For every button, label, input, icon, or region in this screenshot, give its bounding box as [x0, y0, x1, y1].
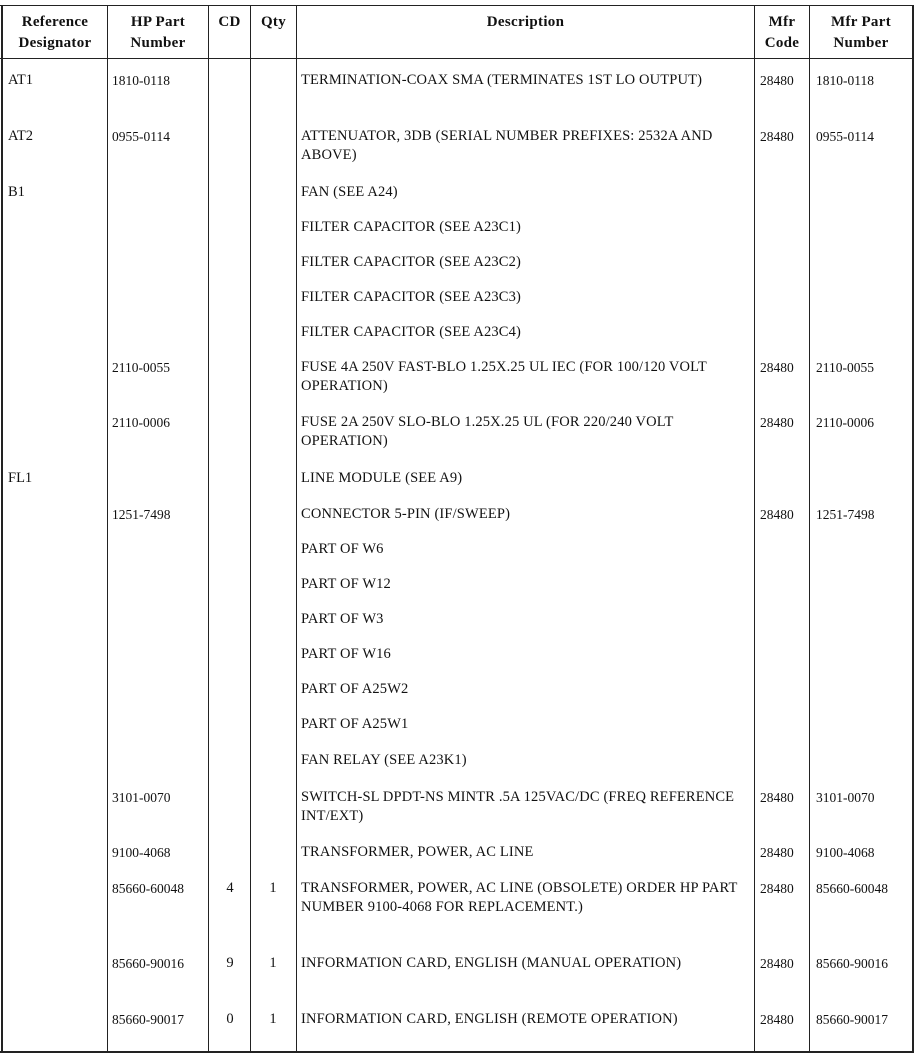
reference-designator-cell: AT2 [8, 128, 33, 144]
mfr-part-number-cell: 3101-0070 [816, 790, 875, 805]
column-divider [107, 5, 108, 1053]
check-digit-cell: 4 [226, 880, 234, 896]
description-cell: TRANSFORMER, POWER, AC LINE (OBSOLETE) ORDER HP PART NUMBER 9100-4068 FOR REPLACEMENT.) [301, 880, 738, 915]
mfr-part-number-cell: 1251-7498 [816, 507, 875, 522]
hp-part-number-cell: 1251-7498 [112, 507, 171, 522]
mfr-code-cell: 28480 [760, 360, 794, 375]
check-digit-cell: 9 [226, 955, 234, 971]
description-cell: INFORMATION CARD, ENGLISH (MANUAL OPERATION) [301, 955, 682, 971]
description-cell: PART OF A25W2 [301, 681, 409, 697]
table-left-border [1, 5, 3, 1053]
description-cell: INFORMATION CARD, ENGLISH (REMOTE OPERATION) [301, 1011, 678, 1027]
reference-designator-cell: AT1 [8, 72, 33, 88]
mfr-part-number-cell: 1810-0118 [816, 73, 874, 88]
header-cd: CD [218, 14, 241, 30]
mfr-code-cell: 28480 [760, 73, 794, 88]
column-divider [208, 5, 209, 1053]
description-cell: FILTER CAPACITOR (SEE A23C3) [301, 289, 521, 305]
column-divider [809, 5, 810, 1053]
header-mfr-part-number: Mfr Part Number [830, 14, 891, 51]
quantity-cell: 1 [269, 880, 277, 896]
header-qty: Qty [260, 14, 287, 30]
description-cell: PART OF W6 [301, 541, 384, 557]
hp-part-number-cell: 2110-0055 [112, 360, 170, 375]
mfr-part-number-cell: 9100-4068 [816, 845, 875, 860]
mfr-code-cell: 28480 [760, 415, 794, 430]
description-cell: PART OF W12 [301, 576, 391, 592]
description-cell: CONNECTOR 5-PIN (IF/SWEEP) [301, 506, 511, 522]
hp-part-number-cell: 85660-90017 [112, 1012, 184, 1027]
reference-designator-cell: B1 [8, 184, 25, 200]
description-cell: SWITCH-SL DPDT-NS MINTR .5A 125VAC/DC (FREQ REFERENCE INT/EXT) [301, 789, 735, 824]
column-divider [754, 5, 755, 1053]
mfr-code-cell: 28480 [760, 881, 794, 896]
column-divider [250, 5, 251, 1053]
mfr-part-number-cell: 85660-90016 [816, 956, 888, 971]
description-cell: FUSE 2A 250V SLO-BLO 1.25X.25 UL (FOR 220/240 VOLT OPERATION) [301, 414, 674, 449]
mfr-code-cell: 28480 [760, 507, 794, 522]
description-cell: FILTER CAPACITOR (SEE A23C2) [301, 254, 521, 270]
hp-part-number-cell: 9100-4068 [112, 845, 171, 860]
mfr-code-cell: 28480 [760, 1012, 794, 1027]
description-cell: LINE MODULE (SEE A9) [301, 470, 463, 486]
reference-designator-cell: FL1 [8, 470, 33, 486]
hp-part-number-cell: 0955-0114 [112, 129, 170, 144]
hp-part-number-cell: 3101-0070 [112, 790, 171, 805]
mfr-code-cell: 28480 [760, 790, 794, 805]
description-cell: ATTENUATOR, 3DB (SERIAL NUMBER PREFIXES: 2532A AND ABOVE) [301, 128, 713, 163]
description-cell: PART OF W3 [301, 611, 384, 627]
table-top-border [0, 5, 914, 6]
mfr-part-number-cell: 0955-0114 [816, 129, 874, 144]
description-cell: FAN RELAY (SEE A23K1) [301, 752, 467, 768]
header-mfr-code: Mfr Code [764, 14, 800, 51]
quantity-cell: 1 [269, 1011, 277, 1027]
mfr-part-number-cell: 2110-0055 [816, 360, 874, 375]
mfr-code-cell: 28480 [760, 845, 794, 860]
mfr-part-number-cell: 2110-0006 [816, 415, 874, 430]
mfr-code-cell: 28480 [760, 129, 794, 144]
header-reference-designator: Reference Designator [18, 14, 92, 51]
hp-part-number-cell: 2110-0006 [112, 415, 170, 430]
description-cell: FILTER CAPACITOR (SEE A23C1) [301, 219, 521, 235]
hp-part-number-cell: 1810-0118 [112, 73, 170, 88]
description-cell: FUSE 4A 250V FAST-BLO 1.25X.25 UL IEC (FOR 100/120 VOLT OPERATION) [301, 359, 707, 394]
header-hp-part-number: HP Part Number [130, 14, 186, 51]
header-divider [0, 58, 914, 59]
description-cell: PART OF A25W1 [301, 716, 409, 732]
description-cell: PART OF W16 [301, 646, 391, 662]
hp-part-number-cell: 85660-60048 [112, 881, 184, 896]
quantity-cell: 1 [269, 955, 277, 971]
mfr-code-cell: 28480 [760, 956, 794, 971]
description-cell: TERMINATION-COAX SMA (TERMINATES 1ST LO OUTPUT) [301, 72, 703, 88]
mfr-part-number-cell: 85660-60048 [816, 881, 888, 896]
hp-part-number-cell: 85660-90016 [112, 956, 184, 971]
description-cell: FAN (SEE A24) [301, 184, 398, 200]
header-description: Description [486, 14, 565, 30]
check-digit-cell: 0 [226, 1011, 234, 1027]
description-cell: FILTER CAPACITOR (SEE A23C4) [301, 324, 521, 340]
description-cell: TRANSFORMER, POWER, AC LINE [301, 844, 534, 860]
mfr-part-number-cell: 85660-90017 [816, 1012, 888, 1027]
column-divider [296, 5, 297, 1053]
table-right-border [912, 5, 914, 1053]
